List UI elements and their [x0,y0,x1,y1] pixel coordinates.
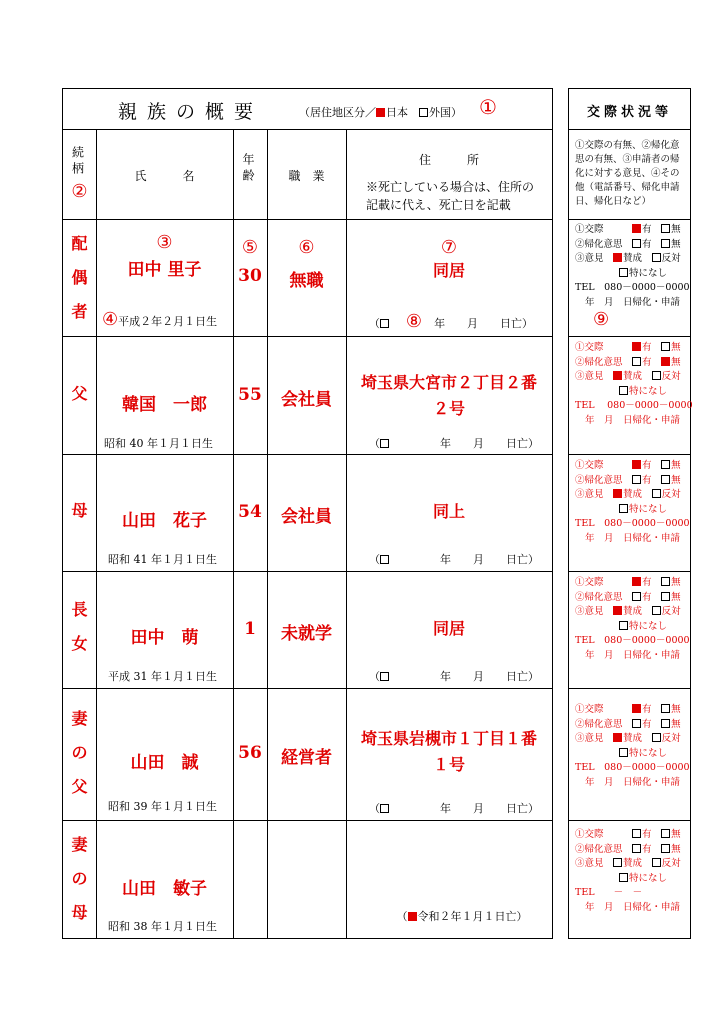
family-overview-table [62,88,553,939]
name-spouse: 田中 里子 [127,260,202,280]
age-wife-mother [233,820,267,938]
marker-8: ⑧ [405,311,423,332]
table-title: 親族の概要 [118,101,264,123]
header-address: 住 所 ※死亡している場合は、住所の記載に代え、死亡日を記載 [346,129,552,219]
job-cell-spouse [267,219,346,336]
marker-3: ③ [156,232,173,253]
residence-foreign: 外国） [429,106,462,119]
contact-status-title: 交際状況等 [586,105,672,120]
death-father: （ 年 月 日亡） [369,437,539,450]
job-daughter: 未就学 [281,624,332,644]
checkbox-japan[interactable] [376,108,385,117]
address-cell-father [346,336,552,454]
marker-1: ① [479,95,497,119]
address-wife-father: 埼玉県岩槻市１丁目１番１号 [360,729,537,774]
marker-5: ⑤ [241,237,259,258]
name-daughter: 田中 萌 [130,628,199,648]
job-mother: 会社員 [281,507,332,527]
age-spouse: 30 [238,266,262,286]
death-mother: （ 年 月 日亡） [369,553,539,566]
age-wife-father: 56 [238,743,262,763]
age-father: 55 [238,385,262,405]
address-father: 埼玉県大宮市２丁目２番２号 [360,373,537,418]
address-cell-spouse [346,219,552,336]
job-wife-father: 経営者 [281,748,332,768]
contact-block-daughter: ①交際 有 無 ②帰化意思 有 無 ③意見 賛成 反対 特になし TEL 080－0000－0000 年 月 日帰化・申請 [575,577,690,661]
contact-block-wife-mother: ①交際 有 無 ②帰化意思 有 無 ③意見 賛成 反対 特になし TEL － － 年 月 日帰化・申請 [575,829,681,913]
age-mother: 54 [238,502,262,522]
contact-block-spouse: ①交際 有 無 ②帰化意思 有 無 ③意見 賛成 反対 特になし TEL 080－0000－0000 年 月 日帰化・申請 ⑨ [575,224,690,330]
birthdate-daughter: 平成 31 年１月１日生 [108,670,217,683]
address-cell-daughter [346,571,552,688]
residence-label: （居住地区分／ [299,106,376,119]
header-relation: 続柄 ② [63,129,96,219]
address-cell-wife-mother [346,820,552,938]
contact-block-mother: ①交際 有 無 ②帰化意思 有 無 ③意見 賛成 反対 特になし TEL 080－0000－0000 年 月 日帰化・申請 [575,460,690,544]
birthdate-wife-father: 昭和 39 年１月１日生 [108,800,217,813]
name-mother: 山田 花子 [122,511,207,531]
contact-block-father: ①交際 有 無 ②帰化意思 有 無 ③意見 賛成 反対 特になし TEL 080－0000－0000 年 月 日帰化・申請 [575,342,693,426]
contact-status-note: ①交際の有無、②帰化意思の有無、③申請者の帰化に対する意見、④その他（電話番号、帰化申請日、帰化日など） [575,140,680,207]
name-cell-mother [96,454,233,571]
header-name: 氏 名 [134,169,195,183]
address-cell-wife-father [346,688,552,820]
marker-9: ⑨ [593,309,610,330]
birthdate-father: 昭和 40 年１月１日生 [104,437,213,450]
death-daughter: （ 年 月 日亡） [369,670,539,683]
birthdate-spouse: 平成２年２月１日生 [118,315,218,328]
age-daughter: 1 [244,619,256,639]
name-cell-daughter [96,571,233,688]
address-mother: 同上 [432,502,465,521]
job-father: 会社員 [281,390,332,410]
marker-7: ⑦ [440,237,458,258]
checkbox-foreign[interactable] [419,108,428,117]
relation-father: 父 [71,384,88,403]
death-spouse: （ ⑧ 年 月 日亡） [368,311,534,332]
death-wife-father: （ 年 月 日亡） [369,802,539,815]
marker-4: ④ [102,309,119,330]
address-note: ※死亡している場合は、住所の記載に代え、死亡日を記載 [366,180,535,212]
residence-options [299,104,462,120]
contact-block-wife-father: ①交際 有 無 ②帰化意思 有 無 ③意見 賛成 反対 特になし TEL 080－0000－0000 年 月 日帰化・申請 [575,704,690,788]
name-cell-wife-father [96,688,233,820]
name-cell-father [96,336,233,454]
name-father: 韓国 一郎 [122,395,207,415]
relation-mother: 母 [71,501,88,520]
name-wife-father: 山田 誠 [130,753,199,773]
relation-daughter: 長 女 [71,600,88,653]
job-spouse: 無職 [289,271,324,291]
birthdate-mother: 昭和 41 年１月１日生 [108,553,217,566]
relation-spouse: 配 偶 者 [71,234,88,321]
birthdate-wife-mother: 昭和 38 年１月１日生 [108,920,217,933]
table-title-row [63,89,552,129]
death-wife-mother: （ 令和２年１月１日亡） [396,910,528,923]
marker-6: ⑥ [298,237,315,258]
name-wife-mother: 山田 敏子 [122,879,207,899]
header-age: 年齢 [241,153,255,185]
relation-wife-mother: 妻 の 母 [71,835,88,922]
name-cell-wife-mother [96,820,233,938]
age-cell-spouse [233,219,267,336]
contact-status-table [568,88,691,939]
residence-japan: 日本 [386,106,408,119]
marker-2: ② [71,181,88,202]
name-cell-spouse [96,219,233,336]
header-occupation: 職 業 [288,169,325,183]
address-cell-mother [346,454,552,571]
relation-wife-father: 妻 の 父 [71,709,88,796]
address-spouse: 同居 [432,261,465,280]
job-wife-mother [267,820,346,938]
address-daughter: 同居 [432,619,465,638]
